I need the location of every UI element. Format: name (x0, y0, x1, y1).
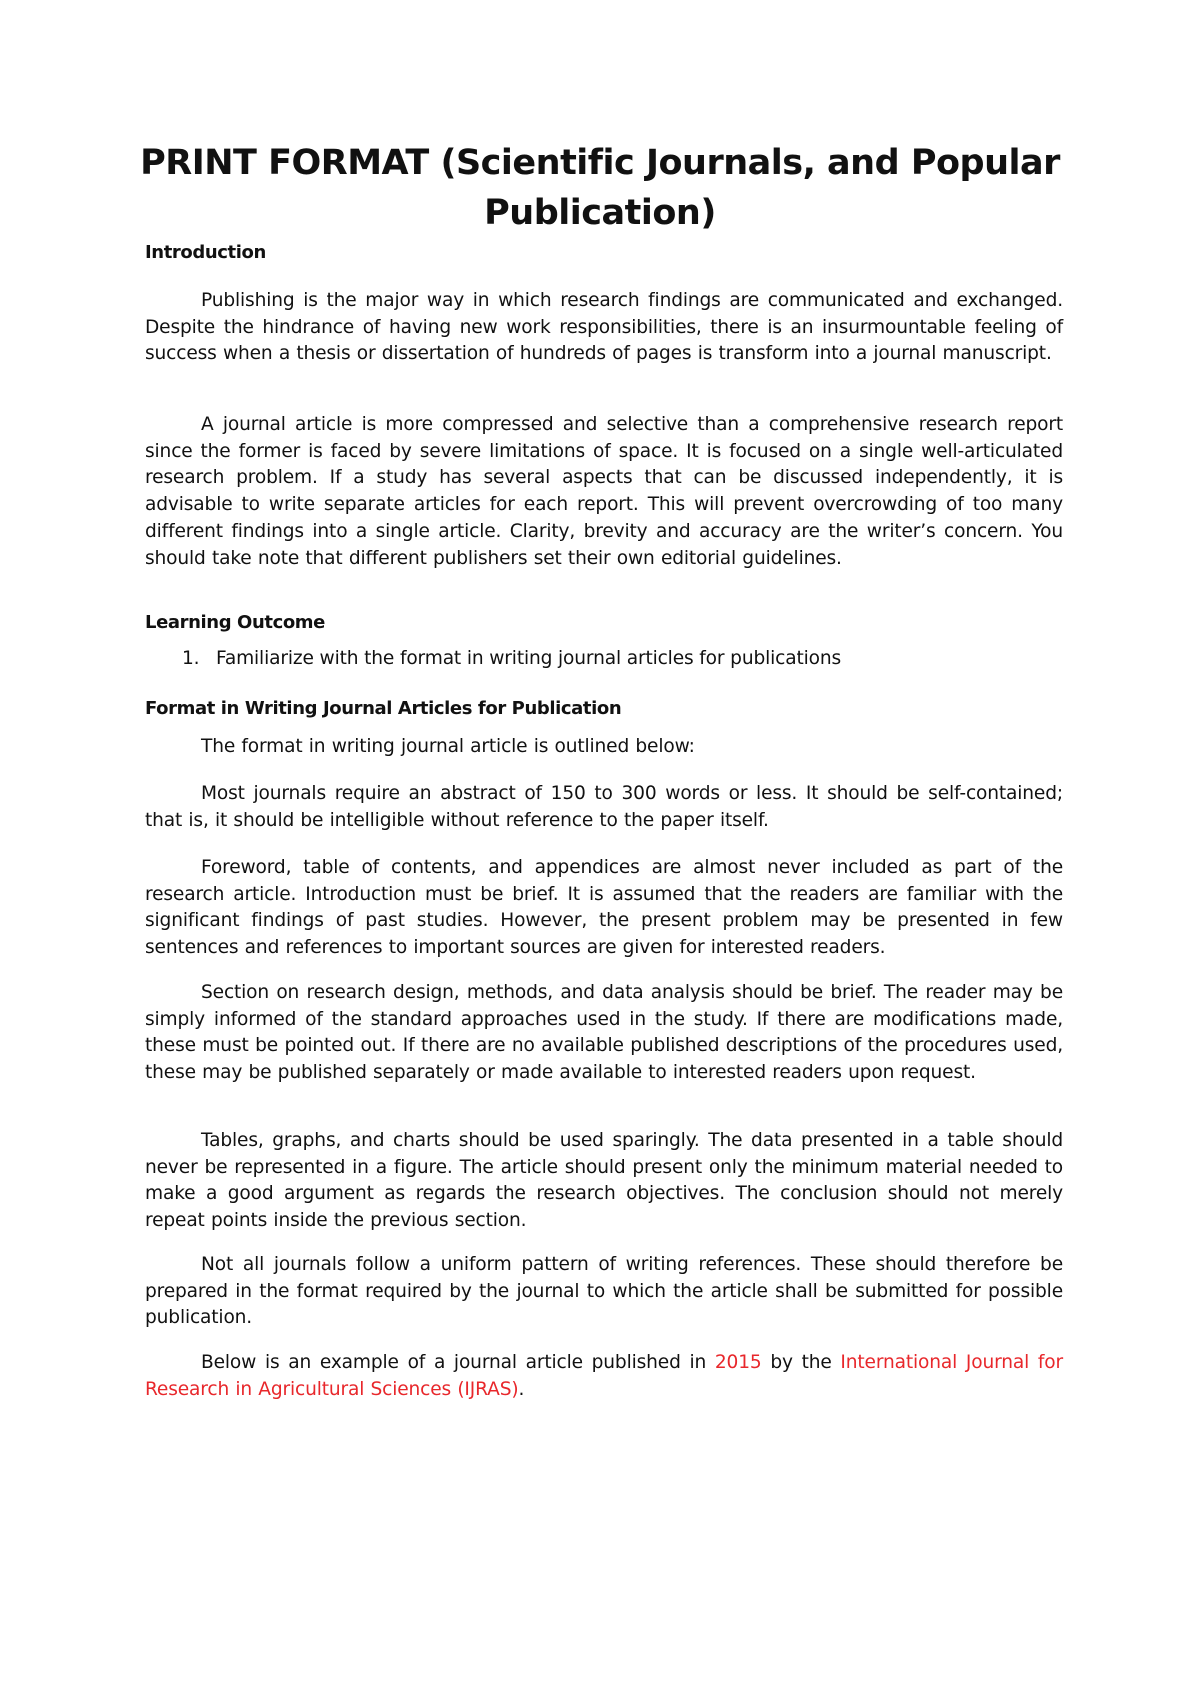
list-number: 1. (182, 648, 200, 669)
format-intro: The format in writing journal article is outlined below: (201, 736, 695, 757)
journal-name: International Journal for Research in Agricultural Sciences (IJRAS) (145, 1352, 1064, 1400)
final-text-1: Below is an example of a journal article published in (201, 1352, 715, 1373)
list-text: Familiarize with the format in writing journal articles for publications (216, 648, 842, 669)
publication-year: 2015 (714, 1352, 762, 1373)
format-paragraph-4: Tables, graphs, and charts should be used sparingly. The data presented in a table should never be represented in a figure. The article should present only the minimum material needed to make a good argument as regards the research objectives. The conclusion should not merely repeat points inside the previous section. (145, 1130, 1063, 1232)
learning-outcome-item (182, 648, 841, 669)
introduction-heading: Introduction (145, 242, 266, 263)
final-text-2: by the (761, 1352, 841, 1373)
final-paragraph (145, 1350, 1063, 1403)
intro-paragraph-1: Publishing is the major way in which research findings are communicated and exchanged. Despite the hindrance of having new work responsibilities, there is an insurmountable feeling of success when a thesis or dissertation of hundreds of pages is transform into a journal manuscript. (145, 290, 1063, 365)
learning-outcome-heading: Learning Outcome (145, 612, 325, 633)
page-title: PRINT FORMAT (Scientific Journals, and Popular Publication) (140, 143, 1060, 233)
format-paragraph-2: Foreword, table of contents, and appendices are almost never included as part of the research article. Introduction must be brief. It is assumed that the readers are familiar with the significant findings of past studies. However, the present problem may be presented in few sentences and references to important sources are given for interested readers. (145, 857, 1063, 959)
format-paragraph-3: Section on research design, methods, and data analysis should be brief. The reader may be simply informed of the standard approaches used in the study. If there are modifications made, these must be pointed out. If there are no available published descriptions of the procedures used, these may be published separately or made available to interested readers upon request. (145, 982, 1063, 1084)
final-text-3: . (518, 1378, 525, 1400)
format-paragraph-5: Not all journals follow a uniform pattern of writing references. These should therefore be prepared in the format required by the journal to which the article shall be submitted for possible publication. (145, 1254, 1063, 1329)
format-heading: Format in Writing Journal Articles for Publication (145, 698, 622, 719)
format-paragraph-1: Most journals require an abstract of 150 to 300 words or less. It should be self-contained; that is, it should be intelligible without reference to the paper itself. (145, 783, 1063, 831)
intro-paragraph-2: A journal article is more compressed and selective than a comprehensive research report since the former is faced by severe limitations of space. It is focused on a single well-articulated research problem. If a study has several aspects that can be discussed independently, it is advisable to write separate articles for each report. This will prevent overcrowding of too many different findings into a single article. Clarity, brevity and accuracy are the writer’s concern. You should take note that different publishers set their own editorial guidelines. (145, 414, 1063, 569)
